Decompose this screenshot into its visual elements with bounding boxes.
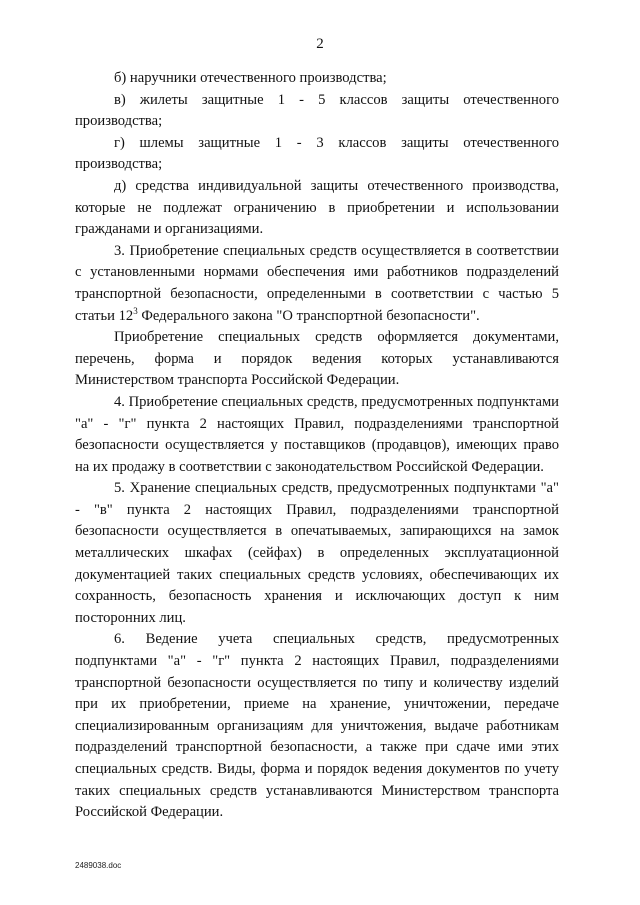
paragraph-3-continued: Приобретение специальных средств оформляется документами, перечень, форма и порядок ведения которых устанавливаются Министерством транспорта Российской Федерации. <box>75 329 559 389</box>
page-number: 2 <box>316 36 324 52</box>
paragraph-6: 6. Ведение учета специальных средств, предусмотренных подпунктами "а" - "г" пункта 2 настоящих Правил, подразделениями транспортной безопасности осуществляется по типу и количеству изделий при их приобретении, приеме на хранение, уничтожении, передаче специализированным организациям для уничтожения, выдаче работникам подразделений транспортной безопасности, а также при сдаче ими этих специальных средств. Виды, форма и порядок ведения документов по учету таких специальных средств устанавливаются Министерством транспорта Российской Федерации. <box>75 631 559 821</box>
paragraph-3-tail: Федерального закона "О транспортной безопасности". <box>137 307 480 324</box>
paragraph-4: 4. Приобретение специальных средств, предусмотренных подпунктами "а" - "г" пункта 2 настоящих Правил, подразделениями транспортной безопасности осуществляется у поставщиков (продавцов), имеющих право на их продажу в соответствии с законодательством Российской Федерации. <box>75 393 559 475</box>
list-item-d: д) средства индивидуальной защиты отечественного производства, которые не подлежат ограничению в приобретении и использовании гражданами и организациями. <box>75 177 559 238</box>
paragraph-5: 5. Хранение специальных средств, предусмотренных подпунктами "а" - "в" пункта 2 настоящих Правил, подразделениями транспортной безопасности осуществляется в опечатываемых, запирающихся на замок металлических шкафах (сейфах) в определенных эксплуатационной документацией таких специальных средств условиях, обеспечивающих их сохранность, безопасность хранения и исключающих доступ к ним посторонних лиц. <box>75 480 559 626</box>
paragraph-3-superscript: 3 <box>133 305 138 316</box>
footer-filename: 2489038.doc <box>75 861 122 870</box>
paragraph-3-text: 3. Приобретение специальных средств осуществляется в соответствии с установленными нормами обеспечения ими работников подразделений транспортной безопасности, определенными в соответствии с частью 5 статьи 12 <box>75 242 559 324</box>
list-item-b: б) наручники отечественного производства; <box>114 70 387 86</box>
list-item-g: г) шлемы защитные 1 - 3 классов защиты отечественного производства; <box>75 134 559 173</box>
paragraph-3 <box>75 241 559 327</box>
document-body <box>75 68 559 824</box>
list-item-v: в) жилеты защитные 1 - 5 классов защиты отечественного производства; <box>75 91 559 130</box>
